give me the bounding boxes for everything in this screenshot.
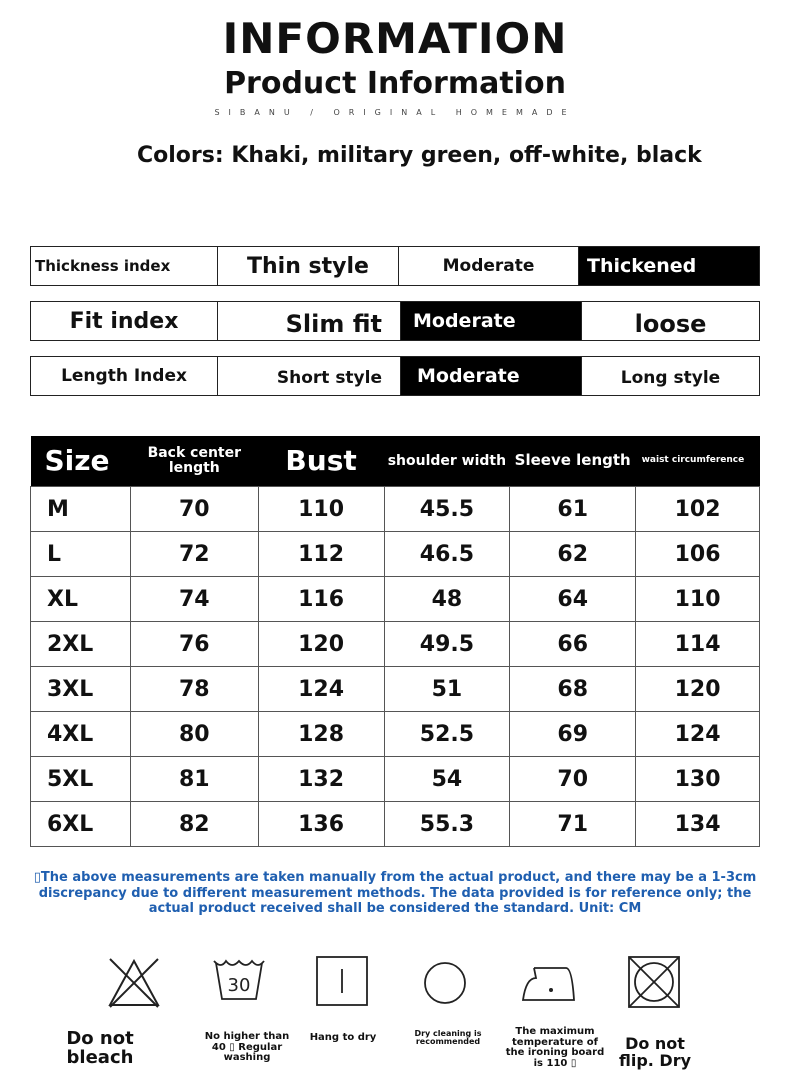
index-label: Fit index xyxy=(69,308,179,334)
index-option-selected: Moderate xyxy=(400,357,581,395)
table-cell: 130 xyxy=(636,757,760,802)
index-option-selected: Thickened xyxy=(578,247,759,285)
wash-30-icon xyxy=(212,955,266,1003)
table-cell: XL xyxy=(31,577,131,622)
dry-clean-icon xyxy=(422,960,468,1006)
colors-line: Colors: Khaki, military green, off-white, black xyxy=(137,143,702,168)
table-cell: 120 xyxy=(636,667,760,712)
table-cell: 72 xyxy=(130,532,258,577)
no-bleach-icon xyxy=(106,955,162,1009)
table-cell: 2XL xyxy=(31,622,131,667)
wash-temp-text: 30 xyxy=(227,975,251,996)
care-label-no-bleach: Do not bleach xyxy=(66,1028,134,1068)
table-cell: 62 xyxy=(510,532,636,577)
no-tumble-dry-icon xyxy=(627,955,681,1009)
fit-index-row xyxy=(30,301,760,341)
table-cell: 64 xyxy=(510,577,636,622)
size-table-header xyxy=(31,436,760,487)
table-cell: 66 xyxy=(510,622,636,667)
size-table xyxy=(30,436,760,847)
table-cell: 124 xyxy=(258,667,384,712)
header-sleeve-length: Sleeve length xyxy=(510,436,636,487)
thickness-index-row xyxy=(30,246,760,286)
table-cell: 110 xyxy=(636,577,760,622)
table-cell: 80 xyxy=(130,712,258,757)
table-cell: 112 xyxy=(258,532,384,577)
header-waist-circumference: waist circumference xyxy=(636,436,760,487)
table-cell: 82 xyxy=(130,802,258,847)
table-cell: 74 xyxy=(130,577,258,622)
table-cell: 136 xyxy=(258,802,384,847)
table-row xyxy=(31,577,760,622)
iron-icon xyxy=(520,962,578,1004)
table-cell: 54 xyxy=(384,757,510,802)
page-title: INFORMATION xyxy=(222,14,568,63)
table-cell: 52.5 xyxy=(384,712,510,757)
table-cell: 114 xyxy=(636,622,760,667)
table-cell: 71 xyxy=(510,802,636,847)
table-cell: 48 xyxy=(384,577,510,622)
length-index-row xyxy=(30,356,760,396)
table-row xyxy=(31,667,760,712)
table-row xyxy=(31,802,760,847)
table-cell: 116 xyxy=(258,577,384,622)
care-label-iron: The maximum temperature of the ironing board is 110 ▯ xyxy=(505,1026,605,1069)
table-cell: 124 xyxy=(636,712,760,757)
index-label: Length Index xyxy=(61,366,187,386)
table-cell: 102 xyxy=(636,487,760,532)
page-subtitle: Product Information xyxy=(224,66,566,101)
index-label: Thickness index xyxy=(35,257,171,275)
care-label-wash: No higher than 40 ▯ Regular washing xyxy=(204,1031,290,1063)
care-label-no-tumble-dry: Do not flip. Dry xyxy=(618,1034,692,1070)
care-item-wash xyxy=(212,955,266,1003)
index-option: Short style xyxy=(217,357,400,395)
table-cell: 128 xyxy=(258,712,384,757)
index-option: loose xyxy=(581,302,759,340)
table-cell: 68 xyxy=(510,667,636,712)
table-cell: 69 xyxy=(510,712,636,757)
care-item-hang-dry xyxy=(315,955,369,1007)
index-option: Moderate xyxy=(398,247,578,285)
table-cell: 70 xyxy=(130,487,258,532)
care-item-no-bleach xyxy=(106,955,162,1009)
brand-tagline: SIBANU / ORIGINAL HOMEMADE xyxy=(214,108,576,117)
table-row xyxy=(31,757,760,802)
table-cell: 78 xyxy=(130,667,258,712)
table-cell: 134 xyxy=(636,802,760,847)
index-option: Slim fit xyxy=(217,302,400,340)
table-cell: 6XL xyxy=(31,802,131,847)
header-shoulder-width: shoulder width xyxy=(384,436,510,487)
table-cell: 61 xyxy=(510,487,636,532)
table-cell: 4XL xyxy=(31,712,131,757)
table-cell: M xyxy=(31,487,131,532)
table-cell: 110 xyxy=(258,487,384,532)
index-option: Thin style xyxy=(217,247,398,285)
care-label-hang-dry: Hang to dry xyxy=(309,1032,377,1043)
hang-dry-icon xyxy=(315,955,369,1007)
table-cell: 49.5 xyxy=(384,622,510,667)
table-cell: 132 xyxy=(258,757,384,802)
table-row xyxy=(31,532,760,577)
table-cell: 51 xyxy=(384,667,510,712)
table-cell: 106 xyxy=(636,532,760,577)
header-size: Size xyxy=(31,436,131,487)
table-cell: 45.5 xyxy=(384,487,510,532)
header-back-center-length: Back center length xyxy=(130,436,258,487)
table-cell: 3XL xyxy=(31,667,131,712)
care-item-no-tumble-dry xyxy=(627,955,681,1009)
care-label-dry-clean: Dry cleaning is recommended xyxy=(414,1029,482,1047)
table-row xyxy=(31,487,760,532)
table-row xyxy=(31,622,760,667)
table-cell: L xyxy=(31,532,131,577)
care-item-iron xyxy=(520,962,578,1004)
table-cell: 120 xyxy=(258,622,384,667)
care-item-dry-clean xyxy=(422,960,468,1006)
table-cell: 81 xyxy=(130,757,258,802)
table-row xyxy=(31,712,760,757)
table-cell: 5XL xyxy=(31,757,131,802)
index-option-selected: Moderate xyxy=(400,302,581,340)
header-bust: Bust xyxy=(258,436,384,487)
index-option: Long style xyxy=(581,357,759,395)
table-cell: 55.3 xyxy=(384,802,510,847)
table-cell: 76 xyxy=(130,622,258,667)
measurement-note: ▯The above measurements are taken manually from the actual product, and there may be a 1-3cm discrepancy due to different measurement methods. The data provided is for reference only; the actual product received shall be considered the standard. Unit: CM xyxy=(33,870,757,917)
table-cell: 70 xyxy=(510,757,636,802)
table-cell: 46.5 xyxy=(384,532,510,577)
